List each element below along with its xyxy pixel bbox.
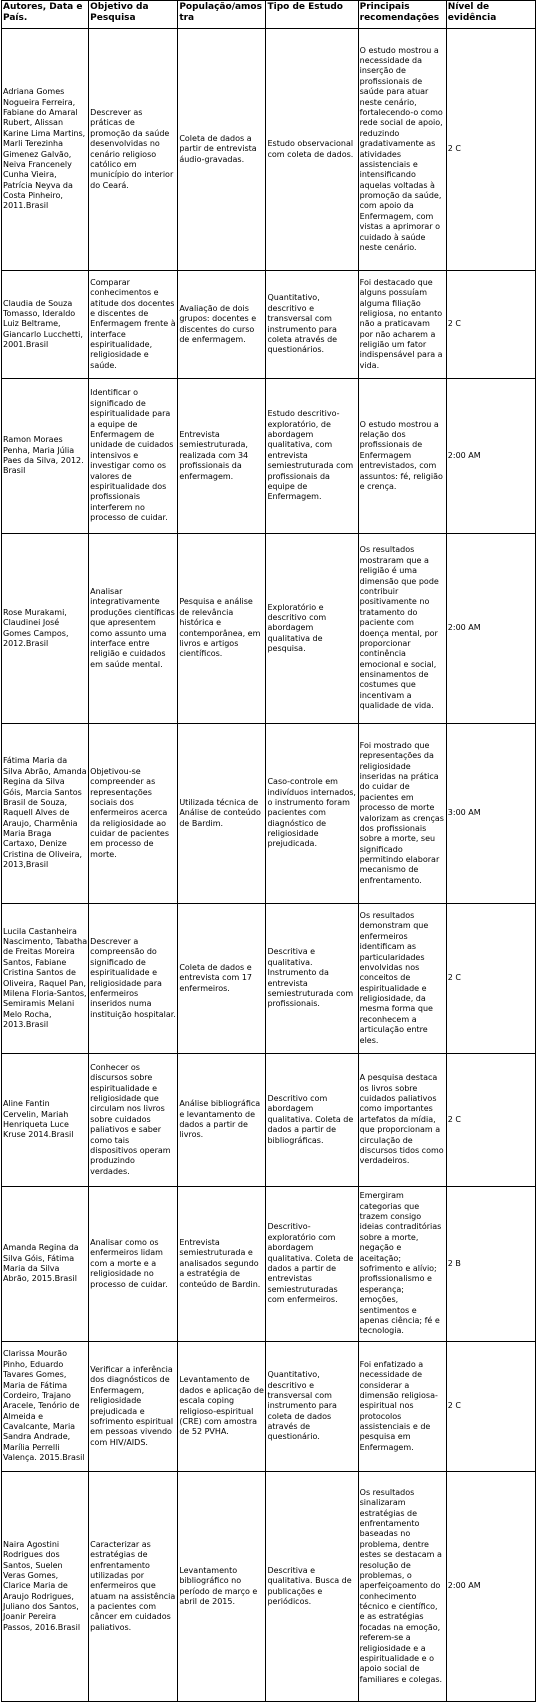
cell-objective[interactable]: Comparar conhecimentos e atitude dos docentes e discentes de Enfermagem frente à interface espiritualidade, religiosidade e saúde. [89,271,178,379]
header-study-type: Tipo de Estudo [266,1,358,29]
cell-population[interactable]: Coleta de dados e entrevista com 17 enfermeiros. [178,904,266,1054]
cell-objective[interactable]: Verificar a inferência dos diagnósticos de Enfermagem, religiosidade prejudicada e sofrimento espiritual em pessoas vivendo com HIV/AIDS. [89,1342,178,1472]
cell-study-type[interactable]: Descritivo com abordagem qualitativa. Coleta de dados a partir de bibliográficas. [266,1054,358,1187]
cell-recommendations[interactable]: Foi mostrado que representações da religiosidade inseridas na prática do cuidar de pacientes em processo de morte valorizam as crenças dos profissionais sobre a morte, seu significado permitindo elaborar mecanismo de enfrentamento. [358,724,446,904]
cell-study-type[interactable]: Estudo descritivo-exploratório, de abordagem qualitativa, com entrevista semiestruturada com profissionais da equipe de Enfermagem. [266,379,358,534]
cell-evidence[interactable]: 2 C [446,1054,535,1187]
cell-evidence[interactable]: 2:00 AM [446,534,535,724]
header-population: População/amostra [178,1,266,29]
cell-objective[interactable]: Analisar integrativamente produções científicas que apresentem como assunto uma interface entre religião e cuidados em saúde mental. [89,534,178,724]
cell-authors[interactable]: Amanda Regina da Silva Góis, Fátima Maria da Silva Abrão, 2015.Brasil [2,1187,89,1342]
cell-objective[interactable]: Descrever a compreensão do significado de espiritualidade e religiosidade para enfermeiros inseridos numa instituição hospitalar. [89,904,178,1054]
cell-authors[interactable]: Aline Fantin Cervelin, Mariah Henriqueta Luce Kruse 2014.Brasil [2,1054,89,1187]
cell-evidence[interactable]: 2 C [446,904,535,1054]
cell-population[interactable]: Entrevista semiestruturada, realizada com 34 profissionais da enfermagem. [178,379,266,534]
cell-recommendations[interactable]: O estudo mostrou a necessidade da inserção de profissionais de saúde para atuar neste cenário, fortalecendo-o como rede social de apoio, reduzindo gradativamente as atividades assistenciais e intensificando aquelas voltadas à promoção da saúde, com apoio da Enfermagem, com vistas a aprimorar o cuidado à saúde neste cenário. [358,29,446,271]
cell-authors[interactable]: Clarissa Mourão Pinho, Eduardo Tavares Gomes, Maria de Fátima Cordeiro, Trajano Aracele, Tenório de Almeida e Cavalcante, Maria Sandra Andrade, Marília Perrelli Valença. 2015.Brasil [2,1342,89,1472]
cell-population[interactable]: Coleta de dados a partir de entrevista áudio-gravadas. [178,29,266,271]
table-row [2,1187,536,1342]
cell-population[interactable]: Análise bibliográfica e levantamento de dados a partir de livros. [178,1054,266,1187]
header-objective: Objetivo da Pesquisa [89,1,178,29]
cell-recommendations[interactable]: A pesquisa destaca os livros sobre cuidados paliativos como importantes artefatos da mídia, que proporcionam a circulação de discursos tidos como verdadeiros. [358,1054,446,1187]
header-row [2,1,536,29]
table-row [2,1472,536,1702]
table-row [2,379,536,534]
cell-authors[interactable]: Claudia de Souza Tomasso, Ideraldo Luiz Beltrame, Giancarlo Lucchetti, 2001.Brasil [2,271,89,379]
cell-population[interactable]: Utilizada técnica de Análise de conteúdo de Bardim. [178,724,266,904]
cell-authors[interactable]: Lucila Castanheira Nascimento, Tabatha de Freitas Moreira Santos, Fabiane Cristina Santos de Oliveira, Raquel Pan, Milena Floria-Santos, Semiramis Melani Melo Rocha, 2013.Brasil [2,904,89,1054]
header-recommendations: Principais recomendações [358,1,446,29]
cell-evidence[interactable]: 2 B [446,1187,535,1342]
table-row [2,724,536,904]
cell-population[interactable]: Entrevista semiestruturada e analisados segundo a estratégia de conteúdo de Bardin. [178,1187,266,1342]
cell-study-type[interactable]: Quantitativo, descritivo e transversal com instrumento para coleta de dados através de questionário. [266,1342,358,1472]
cell-recommendations[interactable]: Os resultados demonstram que enfermeiros identificam as particularidades envolvidas nos conceitos de espiritualidade e religiosidade, da mesma forma que reconhecem a articulação entre eles. [358,904,446,1054]
cell-population[interactable]: Avaliação de dois grupos: docentes e discentes do curso de enfermagem. [178,271,266,379]
cell-population[interactable]: Levantamento de dados e aplicação de escala coping religioso-espiritual (CRE) com amostra de 52 PVHA. [178,1342,266,1472]
table-row [2,904,536,1054]
cell-population[interactable]: Pesquisa e análise de relevância histórica e contemporânea, em livros e artigos científicos. [178,534,266,724]
cell-recommendations[interactable]: O estudo mostrou a relação dos profissionais de Enfermagem entrevistados, com assuntos: fé, religião e crença. [358,379,446,534]
cell-authors[interactable]: Ramon Moraes Penha, Maria Júlia Paes da Silva, 2012. Brasil [2,379,89,534]
cell-study-type[interactable]: Descritivo-exploratório com abordagem qualitativa. Coleta de dados a partir de entrevistas semiestruturadas com enfermeiros. [266,1187,358,1342]
cell-recommendations[interactable]: Os resultados sinalizaram estratégias de enfrentamento baseadas no problema, dentre estes se destacam a resolução de problemas, o aperfeiçoamento do conhecimento técnico e científico, e as estratégias focadas na emoção, referem-se a religiosidade e a espiritualidade e o apoio social de familiares e colegas. [358,1472,446,1702]
studies-table [1,0,536,1702]
cell-authors[interactable]: Rose Murakami, Claudinei José Gomes Campos, 2012.Brasil [2,534,89,724]
cell-study-type[interactable]: Exploratório e descritivo com abordagem qualitativa de pesquisa. [266,534,358,724]
cell-objective[interactable]: Caracterizar as estratégias de enfrentamento utilizadas por enfermeiros que atuam na assistência a pacientes com câncer em cuidados paliativos. [89,1472,178,1702]
cell-objective[interactable]: Identificar o significado de espiritualidade para a equipe de Enfermagem de unidade de cuidados intensivos e investigar como os valores de espiritualidade dos profissionais interferem no processo de cuidar. [89,379,178,534]
cell-evidence[interactable]: 2 C [446,1342,535,1472]
cell-study-type[interactable]: Descritiva e qualitativa. Instrumento da entrevista semiestruturada com profissionais. [266,904,358,1054]
cell-study-type[interactable]: Descritiva e qualitativa. Busca de publicações e periódicos. [266,1472,358,1702]
cell-evidence[interactable]: 2 C [446,271,535,379]
cell-evidence[interactable]: 2:00 AM [446,1472,535,1702]
table-row [2,534,536,724]
cell-evidence[interactable]: 2:00 AM [446,379,535,534]
cell-objective[interactable]: Descrever as práticas de promoção da saúde desenvolvidas no cenário religioso católico em município do interior do Ceará. [89,29,178,271]
cell-recommendations[interactable]: Os resultados mostraram que a religião é uma dimensão que pode contribuir positivamente no tratamento do paciente com doença mental, por proporcionar continência emocional e social, ensinamentos de costumes que incentivam a qualidade de vida. [358,534,446,724]
cell-objective[interactable]: Objetivou-se compreender as representações sociais dos enfermeiros acerca da religiosidade ao cuidar de pacientes em processo de morte. [89,724,178,904]
table-row [2,1054,536,1187]
cell-population[interactable]: Levantamento bibliográfico no período de março e abril de 2015. [178,1472,266,1702]
cell-study-type[interactable]: Quantitativo, descritivo e transversal com instrumento para coleta através de questionários. [266,271,358,379]
cell-objective[interactable]: Analisar como os enfermeiros lidam com a morte e a religiosidade no processo de cuidar. [89,1187,178,1342]
header-authors: Autores, Data e País. [2,1,89,29]
table-row [2,29,536,271]
cell-recommendations[interactable]: Foi enfatizado a necessidade de considerar a dimensão religiosa-espiritual nos protocolos assistenciais e de pesquisa em Enfermagem. [358,1342,446,1472]
cell-evidence[interactable]: 2 C [446,29,535,271]
cell-recommendations[interactable]: Foi destacado que alguns possuíam alguma filiação religiosa, no entanto não a praticavam por não acharem a religião um fator indispensável para a vida. [358,271,446,379]
cell-authors[interactable]: Adriana Gomes Nogueira Ferreira, Fabiane do Amaral Rubert, Alissan Karine Lima Martins, Marli Terezinha Gimenez Galvão, Neiva Francenely Cunha Vieira, Patrícia Neyva da Costa Pinheiro, 2011.Brasil [2,29,89,271]
cell-study-type[interactable]: Caso-controle em indivíduos internados, o instrumento foram pacientes com diagnóstico de religiosidade prejudicada. [266,724,358,904]
cell-authors[interactable]: Naira Agostini Rodrigues dos Santos, Suelen Veras Gomes, Clarice Maria de Araujo Rodrigues, Juliano dos Santos, Joanir Pereira Passos, 2016.Brasil [2,1472,89,1702]
cell-evidence[interactable]: 3:00 AM [446,724,535,904]
cell-study-type[interactable]: Estudo observacional com coleta de dados. [266,29,358,271]
cell-authors[interactable]: Fátima Maria da Silva Abrão, Amanda Regina da Silva Góis, Marcia Santos Brasil de Souza, Raquell Alves de Araujo, Charmênia Maria Braga Cartaxo, Denize Cristina de Oliveira, 2013,Brasil [2,724,89,904]
table-row [2,271,536,379]
cell-recommendations[interactable]: Emergiram categorias que trazem consigo ideias contraditórias sobre a morte, negação e aceitação; sofrimento e alívio; profissionalismo e esperança; emoções, sentimentos e apenas ciência; fé e tecnologia. [358,1187,446,1342]
table-row [2,1342,536,1472]
cell-objective[interactable]: Conhecer os discursos sobre espiritualidade e religiosidade que circulam nos livros sobre cuidados paliativos e saber como tais dispositivos operam produzindo verdades. [89,1054,178,1187]
header-evidence: Nível de evidência [446,1,535,29]
